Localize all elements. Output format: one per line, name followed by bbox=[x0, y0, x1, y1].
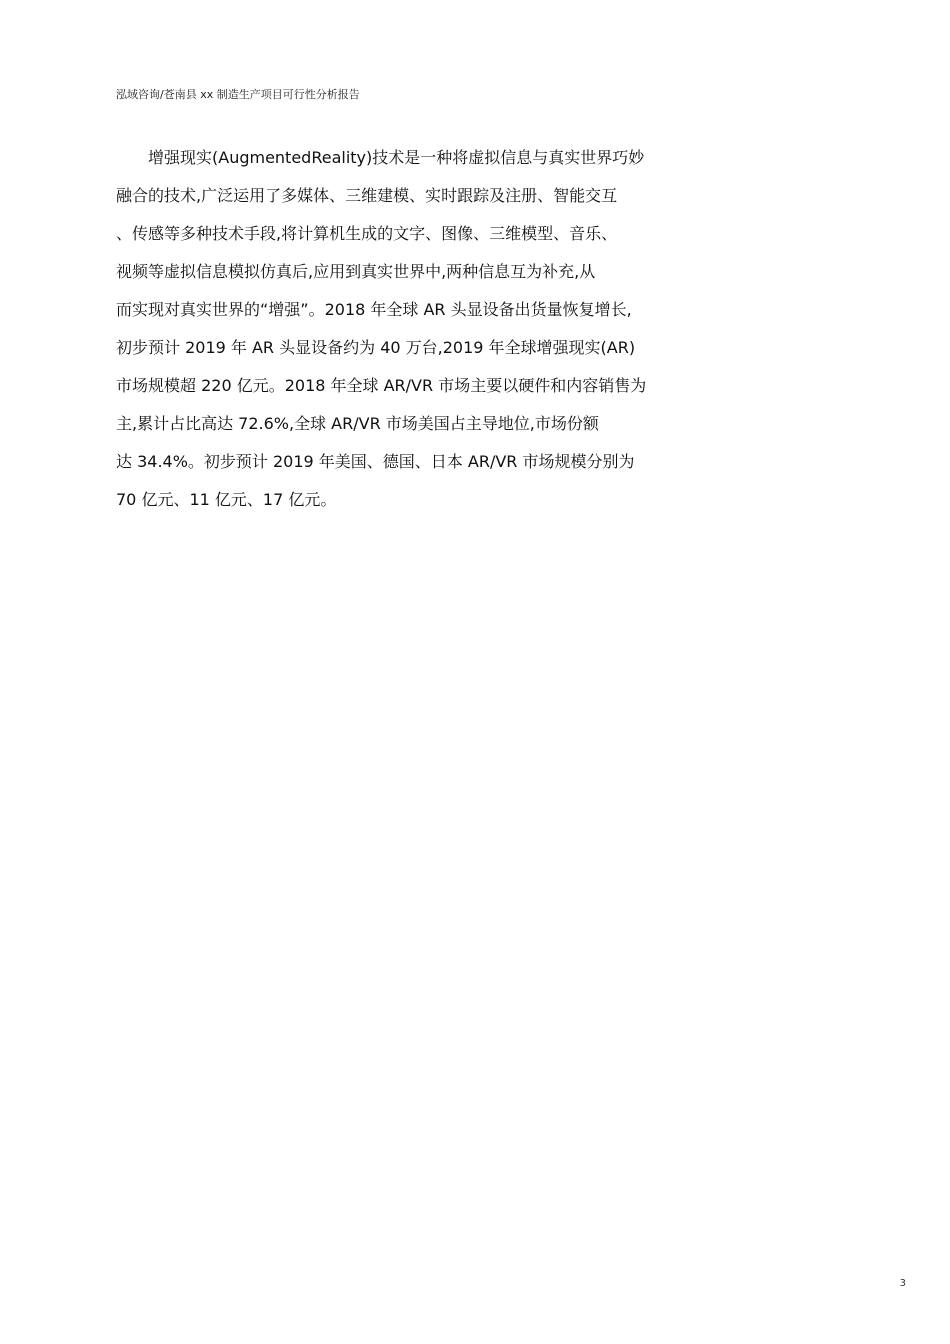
paragraph-line: 主,累计占比高达 72.6%,全球 AR/VR 市场美国占主导地位,市场份额 bbox=[116, 414, 599, 433]
paragraph-line: 、传感等多种技术手段,将计算机生成的文字、图像、三维模型、音乐、 bbox=[116, 224, 618, 243]
paragraph-line: 市场规模超 220 亿元。2018 年全球 AR/VR 市场主要以硬件和内容销售为 bbox=[116, 376, 647, 395]
paragraph-line: 增强现实(AugmentedReality)技术是一种将虚拟信息与真实世界巧妙 bbox=[148, 148, 645, 167]
paragraph-line: 视频等虚拟信息模拟仿真后,应用到真实世界中,两种信息互为补充,从 bbox=[116, 262, 596, 281]
page-number: 3 bbox=[899, 1278, 906, 1289]
paragraph-line: 融合的技术,广泛运用了多媒体、三维建模、实时跟踪及注册、智能交互 bbox=[116, 186, 618, 205]
paragraph-line: 而实现对真实世界的“增强”。2018 年全球 AR 头显设备出货量恢复增长, bbox=[116, 300, 632, 319]
running-header: 泓域咨询/苍南县 xx 制造生产项目可行性分析报告 bbox=[116, 88, 360, 101]
body-paragraph bbox=[116, 144, 716, 524]
paragraph-line: 初步预计 2019 年 AR 头显设备约为 40 万台,2019 年全球增强现实(AR) bbox=[116, 338, 636, 357]
paragraph-line: 达 34.4%。初步预计 2019 年美国、德国、日本 AR/VR 市场规模分别为 bbox=[116, 452, 635, 471]
paragraph-line: 70 亿元、11 亿元、17 亿元。 bbox=[116, 490, 337, 509]
